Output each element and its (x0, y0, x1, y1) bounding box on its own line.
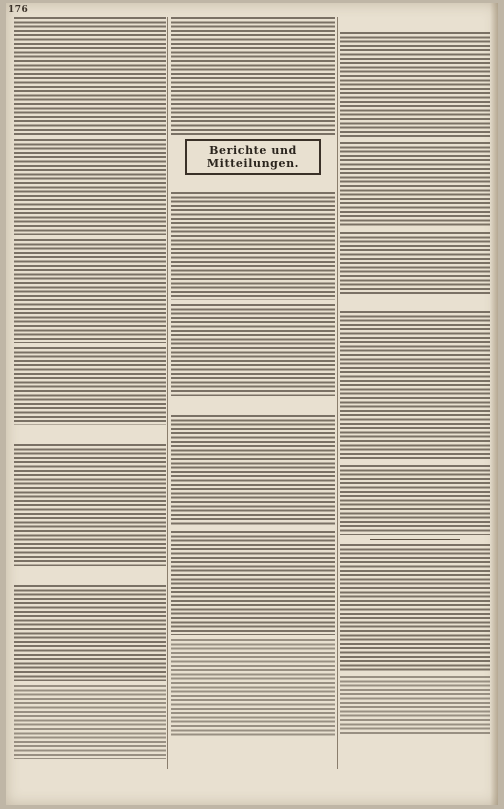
right-column (340, 17, 490, 736)
text-block (14, 585, 166, 681)
text-block (14, 685, 166, 759)
signature-line (171, 739, 335, 747)
text-block (340, 544, 490, 672)
text-block (171, 531, 335, 635)
divider (370, 539, 460, 540)
section-heading: Berichte und Mitteilungen. (185, 139, 321, 175)
newspaper-page (6, 3, 498, 805)
text-block (14, 444, 166, 566)
column-rule (167, 17, 168, 769)
text-block (340, 676, 490, 736)
text-block (171, 415, 335, 527)
text-block (340, 142, 490, 228)
text-block (14, 139, 166, 235)
subheading (14, 432, 166, 441)
text-block (171, 192, 335, 300)
text-block (340, 465, 490, 535)
text-block (171, 304, 335, 396)
subheading (340, 299, 490, 308)
subheading (14, 573, 166, 582)
text-block (171, 17, 335, 135)
page-edge-shadow (490, 3, 498, 805)
subheading (171, 403, 335, 412)
text-block (171, 639, 335, 737)
subheading (340, 20, 490, 29)
column-rule (337, 17, 338, 769)
text-block (340, 311, 490, 461)
text-block (340, 32, 490, 138)
left-column (14, 17, 166, 759)
text-block (14, 239, 166, 343)
subheading (171, 180, 335, 189)
text-block (340, 232, 490, 296)
text-block (14, 17, 166, 135)
page-number: 176 (8, 5, 29, 15)
middle-column (171, 17, 335, 747)
text-block (14, 347, 166, 425)
